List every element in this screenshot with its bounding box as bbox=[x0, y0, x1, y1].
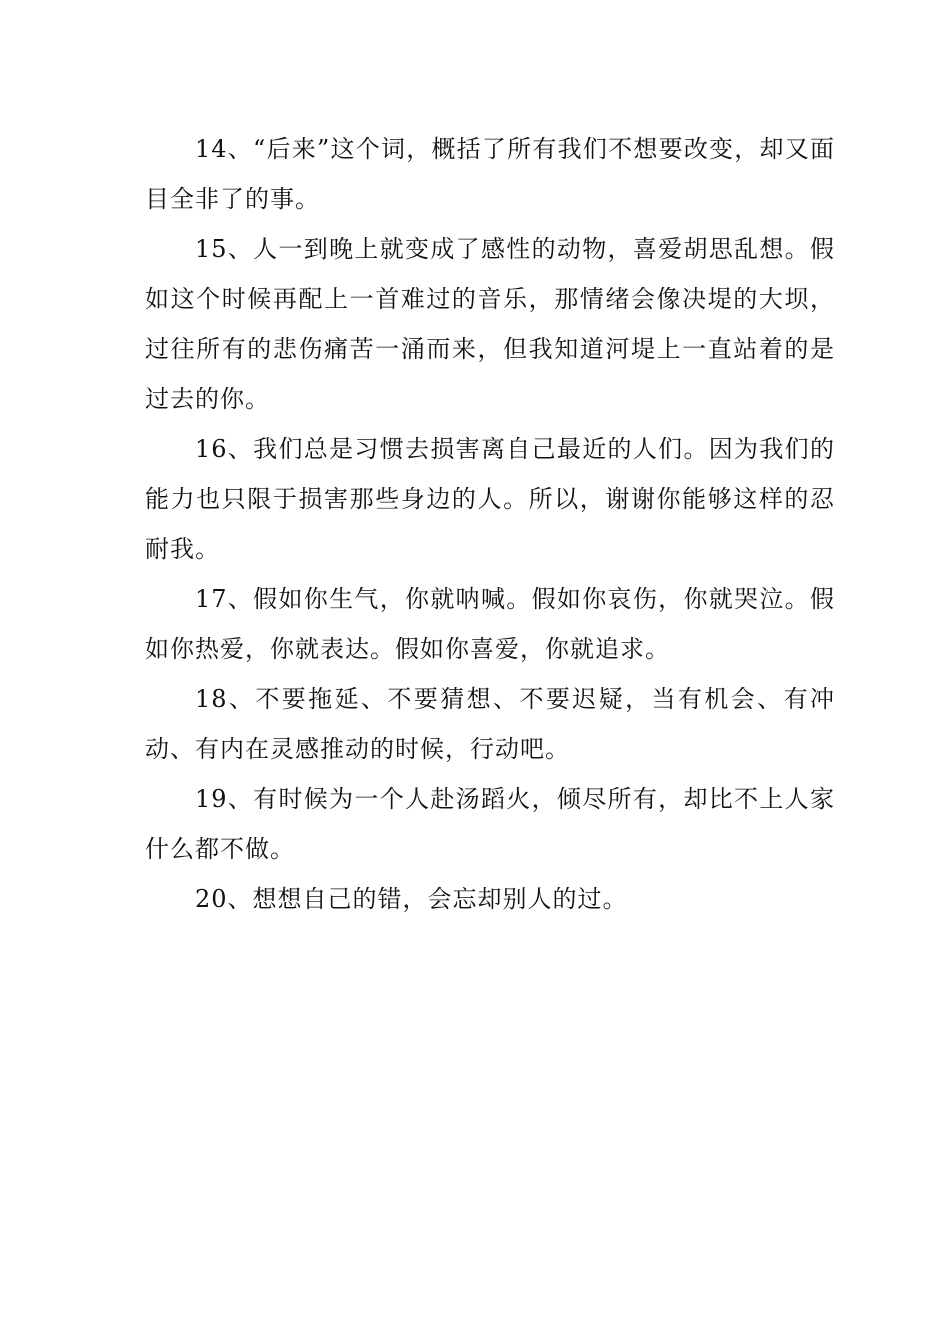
paragraph-20: 20、想想自己的错，会忘却别人的过。 bbox=[195, 885, 628, 913]
document-body bbox=[145, 124, 835, 924]
paragraph-16: 16、我们总是习惯去损害离自己最近的人们。因为我们的能力也只限于损害那些身边的人。所以，谢谢你能够这样的忍耐我。 bbox=[145, 435, 835, 563]
paragraph-15: 15、人一到晚上就变成了感性的动物，喜爱胡思乱想。假如这个时候再配上一首难过的音乐，那情绪会像决堤的大坝，过往所有的悲伤痛苦一涌而来，但我知道河堤上一直站着的是过去的你。 bbox=[145, 235, 835, 413]
paragraph-18: 18、不要拖延、不要猜想、不要迟疑，当有机会、有冲动、有内在灵感推动的时候，行动吧。 bbox=[145, 685, 835, 763]
paragraph-14: 14、“后来”这个词，概括了所有我们不想要改变，却又面目全非了的事。 bbox=[145, 135, 835, 213]
paragraph-17: 17、假如你生气，你就呐喊。假如你哀伤，你就哭泣。假如你热爱，你就表达。假如你喜爱，你就追求。 bbox=[145, 585, 835, 663]
paragraph-19: 19、有时候为一个人赴汤蹈火，倾尽所有，却比不上人家什么都不做。 bbox=[145, 785, 835, 863]
